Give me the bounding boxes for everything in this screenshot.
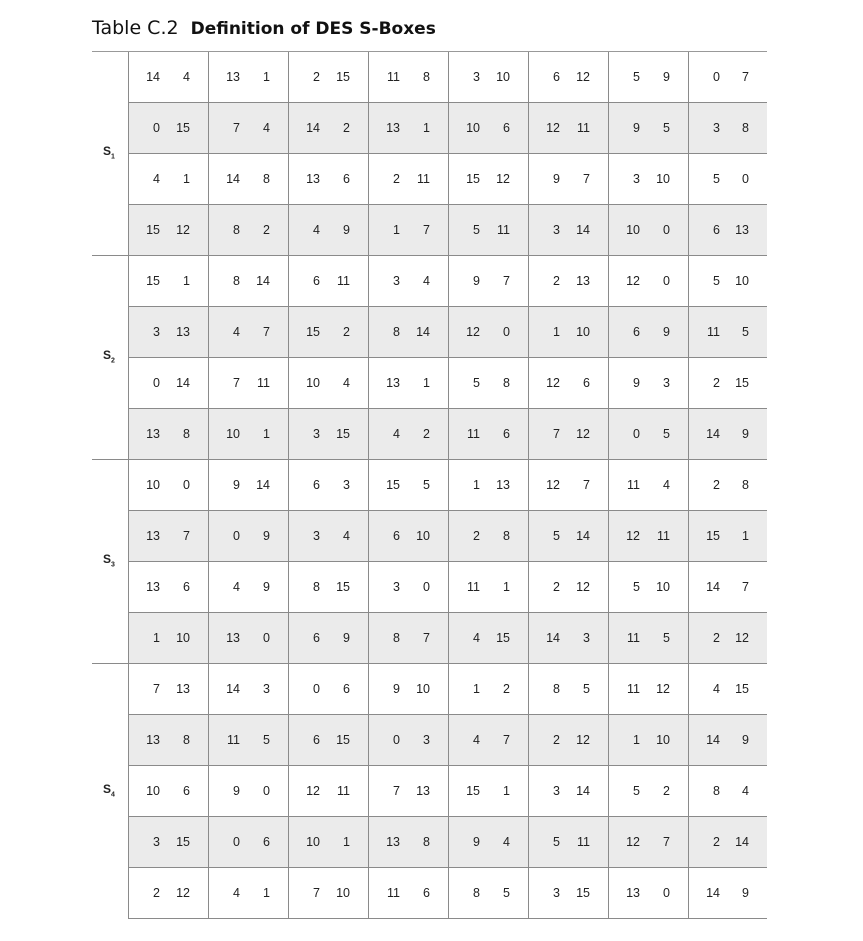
table-cell: 1 bbox=[263, 70, 270, 84]
table-cell: 14 bbox=[256, 478, 270, 492]
table-cell: 6 bbox=[503, 121, 510, 135]
table-cell: 10 bbox=[306, 376, 320, 390]
table-cell: 15 bbox=[336, 427, 350, 441]
sbox-index: 2 bbox=[111, 357, 115, 365]
table-cell: 4 bbox=[263, 121, 270, 135]
table-cell: 2 bbox=[263, 223, 270, 237]
table-cell: 4 bbox=[233, 886, 240, 900]
table-cell: 12 bbox=[176, 223, 190, 237]
table-cell: 15 bbox=[735, 682, 749, 696]
table-cell: 4 bbox=[713, 682, 720, 696]
table-cell: 14 bbox=[576, 529, 590, 543]
table-cell: 11 bbox=[467, 580, 480, 594]
table-cell: 8 bbox=[742, 478, 749, 492]
table-cell: 15 bbox=[735, 376, 749, 390]
table-cell: 10 bbox=[496, 70, 510, 84]
table-cell: 5 bbox=[263, 733, 270, 747]
table-cell: 2 bbox=[663, 784, 670, 798]
table-cell: 11 bbox=[337, 274, 350, 288]
table-cell: 7 bbox=[313, 886, 320, 900]
table-cell: 13 bbox=[146, 733, 160, 747]
table-cell: 7 bbox=[263, 325, 270, 339]
table-cell: 13 bbox=[496, 478, 510, 492]
table-cell: 3 bbox=[553, 784, 560, 798]
table-cell: 7 bbox=[183, 529, 190, 543]
table-cell: 4 bbox=[343, 376, 350, 390]
table-cell: 15 bbox=[466, 172, 480, 186]
table-cell: 4 bbox=[423, 274, 430, 288]
table-cell: 10 bbox=[416, 529, 430, 543]
table-cell: 5 bbox=[473, 223, 480, 237]
table-cell: 12 bbox=[576, 427, 590, 441]
table-cell: 1 bbox=[503, 784, 510, 798]
sbox-divider bbox=[92, 255, 128, 256]
table-cell: 3 bbox=[633, 172, 640, 186]
table-cell: 9 bbox=[742, 886, 749, 900]
table-cell: 2 bbox=[553, 274, 560, 288]
table-cell: 0 bbox=[633, 427, 640, 441]
table-cell: 13 bbox=[386, 835, 400, 849]
table-cell: 4 bbox=[742, 784, 749, 798]
table-cell: 5 bbox=[553, 835, 560, 849]
table-cell: 0 bbox=[663, 274, 670, 288]
table-cell: 4 bbox=[393, 427, 400, 441]
table-cell: 2 bbox=[553, 733, 560, 747]
table-cell: 2 bbox=[473, 529, 480, 543]
table-cell: 7 bbox=[503, 274, 510, 288]
table-cell: 10 bbox=[416, 682, 430, 696]
table-cell: 11 bbox=[707, 325, 720, 339]
table-cell: 9 bbox=[742, 427, 749, 441]
table-number: Table C.2 bbox=[92, 17, 179, 39]
table-cell: 5 bbox=[583, 682, 590, 696]
table-cell: 11 bbox=[257, 376, 270, 390]
table-caption bbox=[92, 17, 436, 45]
table-cell: 6 bbox=[313, 478, 320, 492]
table-cell: 2 bbox=[713, 478, 720, 492]
table-cell: 14 bbox=[576, 784, 590, 798]
table-cell: 13 bbox=[146, 580, 160, 594]
table-cell: 11 bbox=[627, 631, 640, 645]
sbox-label bbox=[103, 348, 125, 368]
table-cell: 5 bbox=[423, 478, 430, 492]
table-cell: 3 bbox=[553, 886, 560, 900]
table-cell: 2 bbox=[153, 886, 160, 900]
table-cell: 2 bbox=[393, 172, 400, 186]
table-cell: 15 bbox=[336, 580, 350, 594]
table-cell: 11 bbox=[227, 733, 240, 747]
table-cell: 0 bbox=[503, 325, 510, 339]
table-cell: 6 bbox=[183, 784, 190, 798]
table-cell: 11 bbox=[387, 886, 400, 900]
table-cell: 5 bbox=[503, 886, 510, 900]
table-cell: 7 bbox=[393, 784, 400, 798]
table-cell: 6 bbox=[423, 886, 430, 900]
table-cell: 12 bbox=[466, 325, 480, 339]
table-cell: 15 bbox=[176, 835, 190, 849]
table-cell: 10 bbox=[626, 223, 640, 237]
table-cell: 8 bbox=[393, 325, 400, 339]
table-cell: 13 bbox=[576, 274, 590, 288]
table-cell: 11 bbox=[337, 784, 350, 798]
table-cell: 15 bbox=[496, 631, 510, 645]
table-cell: 3 bbox=[393, 274, 400, 288]
table-cell: 12 bbox=[496, 172, 510, 186]
table-cell: 9 bbox=[343, 631, 350, 645]
table-cell: 9 bbox=[233, 784, 240, 798]
table-cell: 2 bbox=[343, 325, 350, 339]
table-cell: 14 bbox=[256, 274, 270, 288]
table-cell: 14 bbox=[735, 835, 749, 849]
table-cell: 7 bbox=[233, 376, 240, 390]
table-cell: 6 bbox=[343, 172, 350, 186]
table-cell: 13 bbox=[176, 325, 190, 339]
column-divider bbox=[128, 52, 129, 919]
table-cell: 11 bbox=[417, 172, 430, 186]
table-cell: 10 bbox=[576, 325, 590, 339]
table-cell: 11 bbox=[497, 223, 510, 237]
table-cell: 6 bbox=[183, 580, 190, 594]
table-cell: 15 bbox=[466, 784, 480, 798]
table-cell: 8 bbox=[183, 427, 190, 441]
table-cell: 9 bbox=[233, 478, 240, 492]
table-cell: 5 bbox=[633, 70, 640, 84]
table-cell: 0 bbox=[183, 478, 190, 492]
table-cell: 10 bbox=[176, 631, 190, 645]
table-cell: 3 bbox=[313, 529, 320, 543]
table-cell: 10 bbox=[226, 427, 240, 441]
table-cell: 1 bbox=[263, 886, 270, 900]
table-cell: 1 bbox=[633, 733, 640, 747]
table-cell: 4 bbox=[313, 223, 320, 237]
table-cell: 6 bbox=[553, 70, 560, 84]
table-cell: 14 bbox=[706, 580, 720, 594]
table-cell: 15 bbox=[336, 70, 350, 84]
table-cell: 9 bbox=[473, 274, 480, 288]
table-cell: 12 bbox=[626, 529, 640, 543]
sbox-letter: S bbox=[103, 781, 112, 796]
table-cell: 1 bbox=[393, 223, 400, 237]
table-cell: 12 bbox=[546, 478, 560, 492]
sbox-divider bbox=[92, 459, 128, 460]
table-cell: 7 bbox=[233, 121, 240, 135]
sbox-index: 1 bbox=[111, 153, 115, 161]
table-cell: 3 bbox=[663, 376, 670, 390]
table-cell: 6 bbox=[583, 376, 590, 390]
table-cell: 14 bbox=[706, 733, 720, 747]
table-cell: 4 bbox=[233, 580, 240, 594]
table-cell: 15 bbox=[386, 478, 400, 492]
table-cell: 12 bbox=[546, 121, 560, 135]
table-cell: 15 bbox=[576, 886, 590, 900]
sbox-label bbox=[103, 782, 125, 802]
table-cell: 4 bbox=[233, 325, 240, 339]
table-cell: 7 bbox=[583, 478, 590, 492]
table-cell: 11 bbox=[627, 478, 640, 492]
table-cell: 6 bbox=[713, 223, 720, 237]
table-cell: 13 bbox=[306, 172, 320, 186]
table-cell: 10 bbox=[735, 274, 749, 288]
table-cell: 12 bbox=[576, 733, 590, 747]
table-cell: 11 bbox=[467, 427, 480, 441]
table-cell: 10 bbox=[656, 172, 670, 186]
table-cell: 3 bbox=[313, 427, 320, 441]
table-cell: 11 bbox=[577, 835, 590, 849]
table-cell: 14 bbox=[546, 631, 560, 645]
table-cell: 1 bbox=[423, 121, 430, 135]
table-cell: 8 bbox=[713, 784, 720, 798]
table-cell: 13 bbox=[416, 784, 430, 798]
table-cell: 6 bbox=[263, 835, 270, 849]
table-cell: 0 bbox=[393, 733, 400, 747]
table-cell: 8 bbox=[473, 886, 480, 900]
sbox-index: 4 bbox=[111, 790, 115, 798]
table-cell: 10 bbox=[656, 733, 670, 747]
table-cell: 0 bbox=[663, 223, 670, 237]
table-cell: 5 bbox=[553, 529, 560, 543]
table-cell: 5 bbox=[663, 631, 670, 645]
table-cell: 0 bbox=[313, 682, 320, 696]
table-cell: 9 bbox=[263, 529, 270, 543]
table-cell: 15 bbox=[146, 223, 160, 237]
table-cell: 5 bbox=[742, 325, 749, 339]
table-cell: 0 bbox=[742, 172, 749, 186]
table-cell: 2 bbox=[713, 835, 720, 849]
table-cell: 8 bbox=[423, 70, 430, 84]
table-cell: 9 bbox=[263, 580, 270, 594]
table-cell: 2 bbox=[553, 580, 560, 594]
table-cell: 12 bbox=[735, 631, 749, 645]
table-cell: 2 bbox=[313, 70, 320, 84]
table-cell: 4 bbox=[503, 835, 510, 849]
table-cell: 2 bbox=[713, 631, 720, 645]
table-cell: 14 bbox=[706, 886, 720, 900]
table-cell: 5 bbox=[473, 376, 480, 390]
table-cell: 9 bbox=[663, 325, 670, 339]
sbox-letter: S bbox=[103, 552, 112, 566]
table-cell: 1 bbox=[183, 172, 190, 186]
table-cell: 0 bbox=[233, 529, 240, 543]
table-cell: 1 bbox=[263, 427, 270, 441]
table-cell: 14 bbox=[146, 70, 160, 84]
table-cell: 9 bbox=[633, 121, 640, 135]
sbox-index: 3 bbox=[111, 561, 115, 569]
table-cell: 12 bbox=[626, 274, 640, 288]
table-cell: 12 bbox=[306, 784, 320, 798]
table-cell: 0 bbox=[423, 580, 430, 594]
table-cell: 13 bbox=[226, 631, 240, 645]
column-divider bbox=[288, 52, 289, 919]
table-cell: 12 bbox=[656, 682, 670, 696]
table-cell: 10 bbox=[306, 835, 320, 849]
table-cell: 12 bbox=[576, 70, 590, 84]
table-cell: 14 bbox=[226, 172, 240, 186]
table-cell: 14 bbox=[226, 682, 240, 696]
table-cell: 9 bbox=[663, 70, 670, 84]
table-cell: 2 bbox=[343, 121, 350, 135]
table-cell: 8 bbox=[313, 580, 320, 594]
column-divider bbox=[528, 52, 529, 919]
table-cell: 5 bbox=[713, 274, 720, 288]
table-cell: 5 bbox=[663, 121, 670, 135]
table-cell: 3 bbox=[583, 631, 590, 645]
sbox-label bbox=[103, 552, 125, 572]
table-cell: 5 bbox=[633, 580, 640, 594]
table-cell: 9 bbox=[633, 376, 640, 390]
table-cell: 2 bbox=[503, 682, 510, 696]
table-cell: 14 bbox=[306, 121, 320, 135]
table-cell: 7 bbox=[553, 427, 560, 441]
sbox-letter: S bbox=[103, 144, 112, 158]
table-cell: 8 bbox=[742, 121, 749, 135]
table-cell: 10 bbox=[146, 784, 160, 798]
table-cell: 12 bbox=[176, 886, 190, 900]
column-divider bbox=[688, 52, 689, 919]
table-cell: 10 bbox=[336, 886, 350, 900]
table-cell: 1 bbox=[473, 478, 480, 492]
table-cell: 5 bbox=[663, 427, 670, 441]
table-cell: 3 bbox=[343, 478, 350, 492]
table-cell: 0 bbox=[713, 70, 720, 84]
table-cell: 7 bbox=[742, 70, 749, 84]
table-cell: 1 bbox=[742, 529, 749, 543]
table-cell: 8 bbox=[393, 631, 400, 645]
table-cell: 0 bbox=[233, 835, 240, 849]
table-cell: 14 bbox=[706, 427, 720, 441]
table-cell: 1 bbox=[183, 274, 190, 288]
table-cell: 4 bbox=[153, 172, 160, 186]
table-cell: 3 bbox=[153, 835, 160, 849]
table-cell: 1 bbox=[343, 835, 350, 849]
table-cell: 10 bbox=[146, 478, 160, 492]
table-cell: 12 bbox=[576, 580, 590, 594]
table-cell: 4 bbox=[473, 631, 480, 645]
table-cell: 3 bbox=[393, 580, 400, 594]
table-cell: 7 bbox=[583, 172, 590, 186]
table-cell: 4 bbox=[183, 70, 190, 84]
table-cell: 8 bbox=[183, 733, 190, 747]
table-cell: 7 bbox=[742, 580, 749, 594]
table-cell: 13 bbox=[386, 376, 400, 390]
table-cell: 6 bbox=[503, 427, 510, 441]
table-cell: 7 bbox=[663, 835, 670, 849]
table-cell: 1 bbox=[423, 376, 430, 390]
table-cell: 8 bbox=[503, 529, 510, 543]
table-cell: 0 bbox=[153, 376, 160, 390]
table-cell: 15 bbox=[176, 121, 190, 135]
table-cell: 3 bbox=[553, 223, 560, 237]
table-cell: 9 bbox=[473, 835, 480, 849]
table-cell: 11 bbox=[657, 529, 670, 543]
table-cell: 3 bbox=[713, 121, 720, 135]
table-cell: 2 bbox=[423, 427, 430, 441]
table-title: Definition of DES S-Boxes bbox=[190, 19, 436, 39]
table-cell: 6 bbox=[633, 325, 640, 339]
column-divider bbox=[208, 52, 209, 919]
table-cell: 10 bbox=[656, 580, 670, 594]
table-cell: 3 bbox=[423, 733, 430, 747]
sbox-label bbox=[103, 144, 125, 164]
table-cell: 8 bbox=[263, 172, 270, 186]
table-cell: 3 bbox=[153, 325, 160, 339]
table-cell: 7 bbox=[153, 682, 160, 696]
table-cell: 13 bbox=[386, 121, 400, 135]
table-cell: 4 bbox=[343, 529, 350, 543]
table-cell: 1 bbox=[503, 580, 510, 594]
table-cell: 6 bbox=[343, 682, 350, 696]
table-cell: 11 bbox=[577, 121, 590, 135]
table-cell: 7 bbox=[423, 223, 430, 237]
table-cell: 4 bbox=[473, 733, 480, 747]
table-cell: 14 bbox=[416, 325, 430, 339]
table-cell: 13 bbox=[626, 886, 640, 900]
table-cell: 15 bbox=[336, 733, 350, 747]
table-cell: 8 bbox=[553, 682, 560, 696]
table-cell: 1 bbox=[553, 325, 560, 339]
table-cell: 3 bbox=[473, 70, 480, 84]
table-cell: 14 bbox=[576, 223, 590, 237]
sbox-letter: S bbox=[103, 348, 112, 362]
table-cell: 8 bbox=[423, 835, 430, 849]
table-cell: 9 bbox=[343, 223, 350, 237]
table-cell: 0 bbox=[663, 886, 670, 900]
table-cell: 10 bbox=[466, 121, 480, 135]
table-cell: 5 bbox=[633, 784, 640, 798]
table-cell: 7 bbox=[423, 631, 430, 645]
table-cell: 12 bbox=[626, 835, 640, 849]
table-cell: 13 bbox=[176, 682, 190, 696]
table-cell: 0 bbox=[153, 121, 160, 135]
table-cell: 7 bbox=[503, 733, 510, 747]
table-cell: 13 bbox=[226, 70, 240, 84]
table-cell: 13 bbox=[735, 223, 749, 237]
table-cell: 0 bbox=[263, 784, 270, 798]
table-cell: 15 bbox=[306, 325, 320, 339]
table-cell: 8 bbox=[233, 223, 240, 237]
column-divider bbox=[368, 52, 369, 919]
table-cell: 15 bbox=[146, 274, 160, 288]
table-cell: 2 bbox=[713, 376, 720, 390]
column-divider bbox=[448, 52, 449, 919]
table-cell: 3 bbox=[263, 682, 270, 696]
table-cell: 8 bbox=[503, 376, 510, 390]
table-cell: 1 bbox=[473, 682, 480, 696]
table-cell: 6 bbox=[313, 274, 320, 288]
table-cell: 13 bbox=[146, 427, 160, 441]
table-cell: 1 bbox=[153, 631, 160, 645]
table-cell: 6 bbox=[393, 529, 400, 543]
sbox-divider bbox=[92, 663, 128, 664]
table-cell: 6 bbox=[313, 733, 320, 747]
table-cell: 9 bbox=[742, 733, 749, 747]
table-cell: 14 bbox=[176, 376, 190, 390]
table-cell: 4 bbox=[663, 478, 670, 492]
table-cell: 13 bbox=[146, 529, 160, 543]
column-divider bbox=[608, 52, 609, 919]
table-cell: 9 bbox=[393, 682, 400, 696]
table-cell: 8 bbox=[233, 274, 240, 288]
table-cell: 11 bbox=[627, 682, 640, 696]
table-cell: 0 bbox=[263, 631, 270, 645]
table-cell: 5 bbox=[713, 172, 720, 186]
table-cell: 15 bbox=[706, 529, 720, 543]
table-cell: 9 bbox=[553, 172, 560, 186]
table-cell: 11 bbox=[387, 70, 400, 84]
table-cell: 12 bbox=[546, 376, 560, 390]
table-cell: 6 bbox=[313, 631, 320, 645]
